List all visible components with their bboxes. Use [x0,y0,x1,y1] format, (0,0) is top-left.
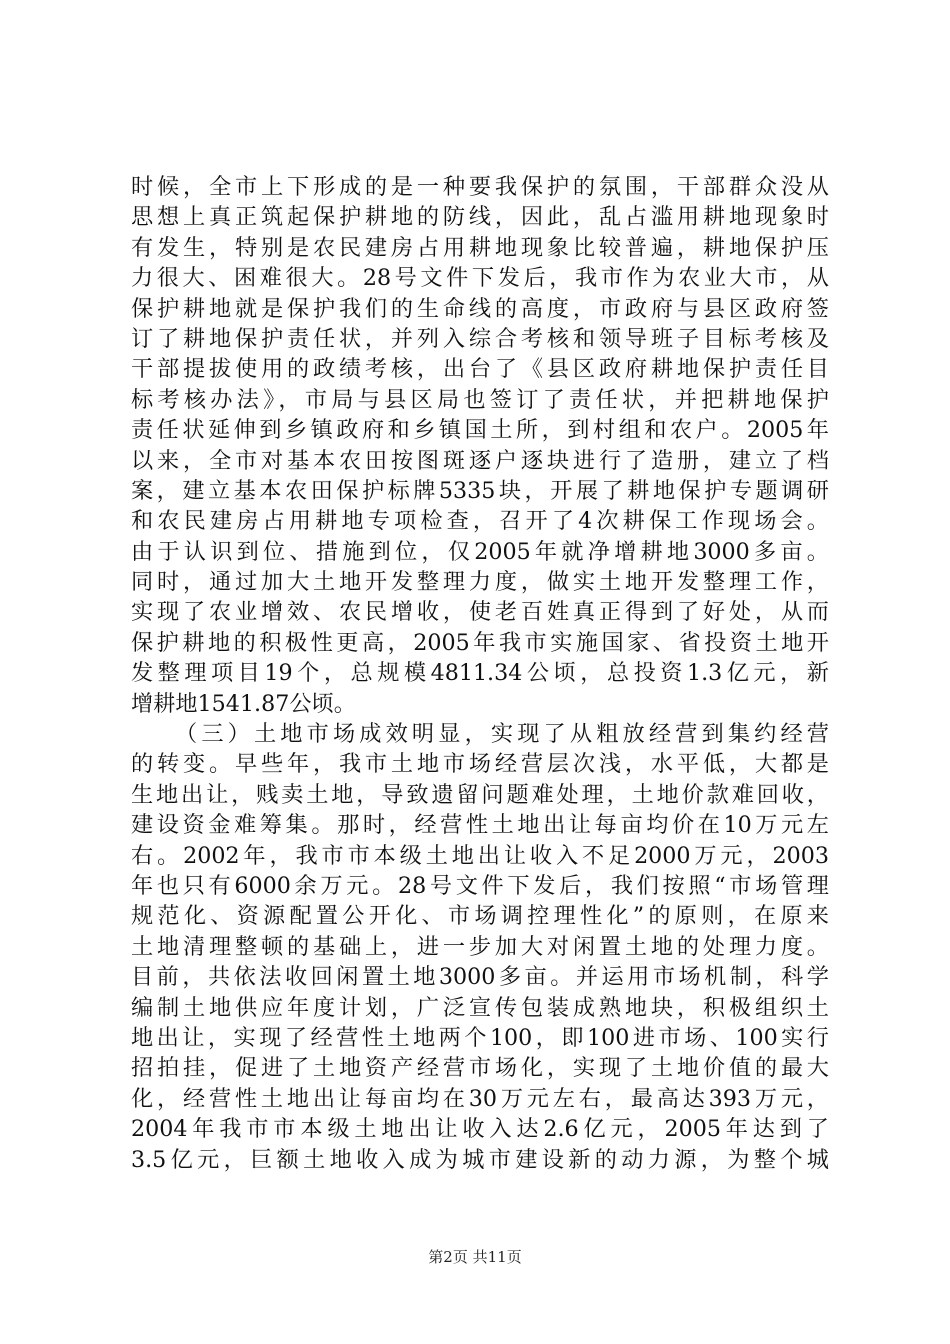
section-heading-line: （三）土地市场成效明显，实现了从粗放经营到集约经营 [175,721,829,748]
text-line: 责任状延伸到乡镇政府和乡镇国土所，到村组和农户。2005年 [131,417,829,444]
text-line: 案，建立基本农田保护标牌5335块，开展了耕地保护专题调研 [131,477,829,504]
text-line: 年也只有6000余万元。28号文件下发后，我们按照“市场管理 [131,872,829,899]
text-line: 订了耕地保护责任状，并列入综合考核和领导班子目标考核及 [131,325,829,352]
text-line: 3.5亿元，巨额土地收入成为城市建设新的动力源，为整个城 [131,1146,829,1173]
text-line: 化，经营性土地出让每亩均在30万元左右，最高达393万元， [131,1085,829,1112]
text-line: 保护耕地的积极性更高，2005年我市实施国家、省投资土地开 [131,629,829,656]
text-line: 同时，通过加大土地开发整理力度，做实土地开发整理工作， [131,569,829,596]
text-line: 有发生，特别是农民建房占用耕地现象比较普遍，耕地保护压 [131,234,829,261]
text-line: 由于认识到位、措施到位，仅2005年就净增耕地3000多亩。 [131,538,829,565]
page-footer [0,1246,950,1267]
text-line: 思想上真正筑起保护耕地的防线，因此，乱占滥用耕地现象时 [131,204,829,231]
text-line: 以来，全市对基本农田按图斑逐户逐块进行了造册，建立了档 [131,447,829,474]
text-line: 的转变。早些年，我市土地市场经营层次浅，水平低，大都是 [131,751,829,778]
text-line: 标考核办法》，市局与县区局也签订了责任状，并把耕地保护 [131,386,829,413]
text-line: 招拍挂，促进了土地资产经营市场化，实现了土地价值的最大 [131,1055,829,1082]
text-line: 实现了农业增效、农民增收，使老百姓真正得到了好处，从而 [131,599,829,626]
text-line: 保护耕地就是保护我们的生命线的高度，市政府与县区政府签 [131,295,829,322]
text-line: 右。2002年，我市市本级土地出让收入不足2000万元，2003 [131,842,829,869]
document-body [131,172,829,1175]
text-line: 土地清理整顿的基础上，进一步加大对闲置土地的处理力度。 [131,933,829,960]
text-line: 生地出让，贱卖土地，导致遗留问题难处理，土地价款难回收， [131,781,829,808]
text-line: 2004年我市市本级土地出让收入达2.6亿元，2005年达到了 [131,1116,829,1143]
text-line: 增耕地1541.87公顷。 [131,690,356,717]
text-line: 干部提拔使用的政绩考核，出台了《县区政府耕地保护责任目 [131,356,829,383]
text-line: 和农民建房占用耕地专项检查，召开了4次耕保工作现场会。 [131,508,829,535]
text-line: 目前，共依法收回闲置土地3000多亩。并运用市场机制，科学 [131,964,829,991]
text-line: 时候，全市上下形成的是一种要我保护的氛围，干部群众没从 [131,174,829,200]
text-line: 规范化、资源配置公开化、市场调控理性化”的原则，在原来 [131,903,829,930]
text-line: 编制土地供应年度计划，广泛宣传包装成熟地块，积极组织土 [131,994,829,1021]
page-number-label: 第2页 共11页 [428,1248,522,1266]
text-line: 地出让，实现了经营性土地两个100，即100进市场、100实行 [131,1024,829,1051]
text-line: 发整理项目19个，总规模4811.34公顷，总投资1.3亿元，新 [131,660,829,687]
text-line: 力很大、困难很大。28号文件下发后，我市作为农业大市，从 [131,265,829,292]
text-line: 建设资金难筹集。那时，经营性土地出让每亩均价在10万元左 [131,812,829,839]
